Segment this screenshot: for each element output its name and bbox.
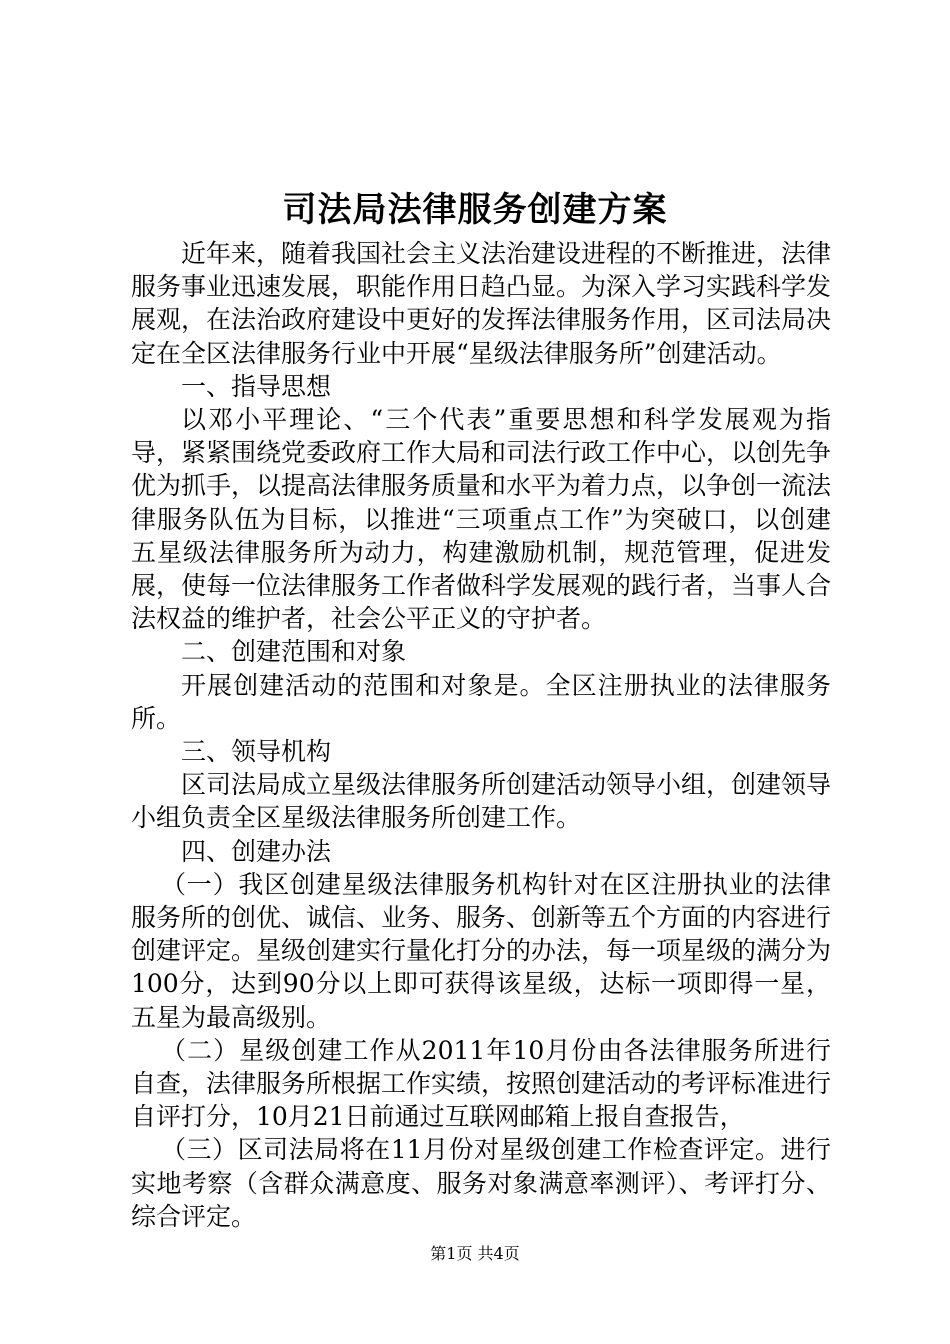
document-title: 司法局法律服务创建方案 xyxy=(282,190,668,230)
section-heading-methods: 四、创建办法 xyxy=(181,836,332,866)
method-item-3: （三）区司法局将在11月份对星级创建工作检查评定。进行实地考察（含群众满意度、服务对象满意率测评）、考评打分、综合评定。 xyxy=(131,1135,831,1231)
leadership-paragraph: 区司法局成立星级法律服务所创建活动领导小组，创建领导小组负责全区星级法律服务所创建工作。 xyxy=(131,770,832,833)
section-heading-leadership: 三、领导机构 xyxy=(181,737,332,767)
page-number-footer: 第1页 共4页 xyxy=(430,1244,520,1263)
guiding-ideology-paragraph: 以邓小平理论、“三个代表”重要思想和科学发展观为指导，紧紧围绕党委政府工作大局和司法行政工作中心，以创先争优为抓手，以提高法律服务质量和水平为着力点，以争创一流法律服务队伍为目标，以推进“三项重点工作”为突破口，以创建五星级法律服务所为动力，构建激励机制，规范管理，促进发展，使每一位法律服务工作者做科学发展观的践行者，当事人合法权益的维护者，社会公平正义的守护者。 xyxy=(131,405,832,634)
scope-paragraph: 开展创建活动的范围和对象是。全区注册执业的法律服务所。 xyxy=(131,670,831,733)
method-item-1: （一）我区创建星级法律服务机构针对在区注册执业的法律服务所的创优、诚信、业务、服务、创新等五个方面的内容进行创建评定。星级创建实行量化打分的办法，每一项星级的满分为100分，达到90分以上即可获得该星级，达标一项即得一星，五星为最高级别。 xyxy=(131,869,832,1032)
section-heading-scope: 二、创建范围和对象 xyxy=(181,637,407,667)
intro-paragraph: 近年来，随着我国社会主义法治建设进程的不断推进，法律服务事业迅速发展，职能作用日趋凸显。为深入学习实践科学发展观，在法治政府建设中更好的发挥法律服务作用，区司法局决定在全区法律服务行业中开展“星级法律服务所”创建活动。 xyxy=(131,239,832,368)
document-body xyxy=(131,237,831,1233)
method-item-2: （二）星级创建工作从2011年10月份由各法律服务所进行自查，法律服务所根据工作实绩，按照创建活动的考评标准进行自评打分，10月21日前通过互联网邮箱上报自查报告， xyxy=(131,1035,832,1132)
section-heading-guiding-ideology: 一、指导思想 xyxy=(181,371,332,401)
